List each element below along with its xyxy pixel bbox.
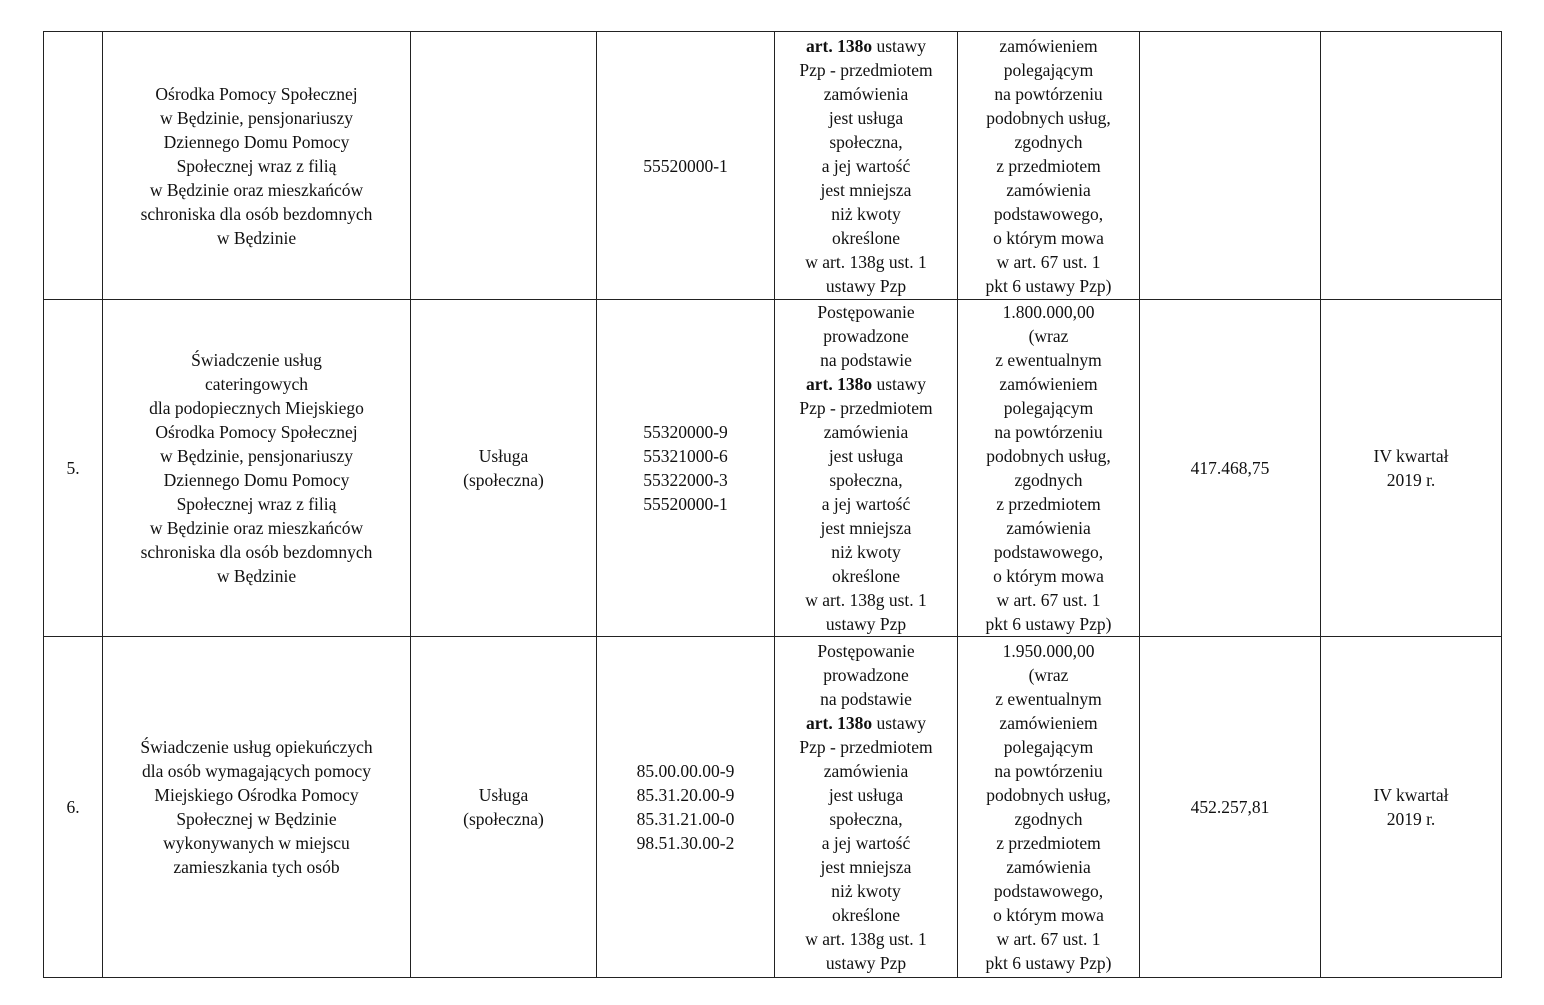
row-number-cell: [44, 300, 103, 637]
cell-line: zgodnych: [1014, 470, 1083, 490]
cell-line: jest mniejsza: [820, 518, 912, 538]
cell-line: (społeczna): [463, 809, 544, 829]
cell-line: podobnych usług,: [986, 785, 1111, 805]
cell-line: 85.31.21.00-0: [636, 809, 735, 829]
description-cell: [103, 32, 411, 300]
cell-line: zamówienia: [823, 83, 909, 104]
cell-line: ustawy Pzp: [825, 614, 907, 634]
cell-line: jest usługa: [828, 107, 904, 128]
legal-reference-line: [775, 34, 957, 58]
legal-reference-suffix: ustawy: [872, 374, 927, 394]
cell-line: schroniska dla osób bezdomnych: [140, 203, 373, 224]
row-number-cell: [44, 32, 103, 300]
cell-line: w art. 67 ust. 1: [996, 590, 1101, 610]
cell-line: Pzp - przedmiotem: [799, 737, 933, 757]
cell-line: Usługa: [478, 446, 529, 466]
cpv-codes-cell: [597, 32, 775, 300]
amount-cell: [1140, 32, 1321, 300]
table-row: [44, 637, 1502, 978]
amount-cell: [1140, 300, 1321, 637]
cell-line: Pzp - przedmiotem: [799, 59, 933, 80]
cell-line: 55520000-1: [643, 494, 728, 514]
table-body: [44, 32, 1502, 978]
cell-line: Społecznej w Będzinie: [176, 809, 337, 829]
cell-line: Pzp - przedmiotem: [799, 398, 933, 418]
cell-line: 55321000-6: [643, 446, 728, 466]
procedure-cell: [775, 32, 958, 300]
cell-line: zgodnych: [1014, 131, 1083, 152]
cell-line: zamówieniem: [999, 35, 1098, 56]
cell-line: w art. 67 ust. 1: [996, 929, 1101, 949]
cell-line: zamówieniem: [999, 374, 1098, 394]
cell-line: jest usługa: [828, 446, 904, 466]
cell-line: z przedmiotem: [996, 494, 1101, 514]
cell-line: Świadczenie usług: [191, 350, 322, 370]
cell-line: 55520000-1: [643, 155, 728, 176]
cell-line: Dziennego Domu Pomocy: [163, 470, 350, 490]
cell-line: a jej wartość: [821, 833, 911, 853]
cell-line: (społeczna): [463, 470, 544, 490]
cell-line: określone: [831, 566, 901, 586]
term-cell: [1321, 32, 1502, 300]
cpv-codes-cell: [597, 300, 775, 637]
table-row: [44, 32, 1502, 300]
cell-line: na powtórzeniu: [994, 83, 1103, 104]
cell-line: podstawowego,: [993, 881, 1104, 901]
amount: 452.257,81: [1190, 797, 1270, 817]
cell-line: z ewentualnym: [995, 350, 1102, 370]
legal-reference-line: [775, 711, 957, 735]
procedure-cell: [775, 637, 958, 978]
type-cell: [411, 637, 597, 978]
type-cell: [411, 32, 597, 300]
cell-line: 85.31.20.00-9: [636, 785, 735, 805]
cell-line: w Będzinie oraz mieszkańców: [149, 518, 364, 538]
cell-line: (wraz: [1028, 665, 1069, 685]
estimated-value-notes-cell: [958, 637, 1140, 978]
cell-line: o którym mowa: [993, 227, 1104, 248]
cell-line: pkt 6 ustawy Pzp): [985, 953, 1112, 973]
cell-line: a jej wartość: [821, 494, 911, 514]
cell-line: podobnych usług,: [986, 446, 1111, 466]
cell-line: w Będzinie oraz mieszkańców: [149, 179, 364, 200]
cell-line: w art. 138g ust. 1: [805, 929, 927, 949]
legal-reference: art. 138o: [805, 713, 873, 733]
cell-line: zamówienia: [823, 761, 909, 781]
cell-line: 1.800.000,00: [1002, 302, 1095, 322]
cell-line: społeczna,: [829, 809, 903, 829]
cell-line: 2019 r.: [1386, 470, 1436, 490]
cell-line: Postępowanie: [817, 641, 915, 661]
cell-line: społeczna,: [829, 131, 903, 152]
cell-line: niż kwoty: [831, 881, 901, 901]
row-number: 6.: [66, 797, 80, 817]
cell-line: Społecznej wraz z filią: [176, 155, 337, 176]
cell-line: w art. 138g ust. 1: [805, 590, 927, 610]
cell-line: zamówienia: [1006, 179, 1091, 200]
cell-line: IV kwartał: [1373, 785, 1449, 805]
cell-line: prowadzone: [823, 326, 909, 346]
cell-line: w Będzinie: [216, 227, 297, 248]
cell-line: podstawowego,: [993, 542, 1104, 562]
cell-line: określone: [831, 905, 901, 925]
cell-line: na podstawie: [820, 689, 912, 709]
cell-line: Świadczenie usług opiekuńczych: [140, 737, 373, 757]
cell-line: z ewentualnym: [995, 689, 1102, 709]
cell-line: zamówienia: [1006, 857, 1091, 877]
cell-line: o którym mowa: [993, 566, 1104, 586]
estimated-value-notes-cell: [958, 300, 1140, 637]
cell-line: na podstawie: [820, 350, 912, 370]
cell-line: 55320000-9: [643, 422, 728, 442]
cell-line: 1.950.000,00: [1002, 641, 1095, 661]
cell-line: 2019 r.: [1386, 809, 1436, 829]
cell-line: dla podopiecznych Miejskiego: [149, 398, 364, 418]
cell-line: a jej wartość: [821, 155, 911, 176]
cell-line: (wraz: [1028, 326, 1069, 346]
legal-reference-suffix: ustawy: [872, 713, 927, 733]
cell-line: ustawy Pzp: [825, 275, 907, 296]
legal-reference: art. 138o: [805, 374, 873, 394]
cell-line: z przedmiotem: [996, 155, 1101, 176]
row-number: 5.: [66, 458, 80, 478]
cell-line: ustawy Pzp: [825, 953, 907, 973]
cell-line: Dziennego Domu Pomocy: [163, 131, 350, 152]
cell-line: cateringowych: [204, 374, 308, 394]
cell-line: zgodnych: [1014, 809, 1083, 829]
cell-line: polegającym: [1003, 737, 1094, 757]
cell-line: niż kwoty: [831, 203, 901, 224]
cell-line: Ośrodka Pomocy Społecznej: [155, 422, 358, 442]
cell-line: niż kwoty: [831, 542, 901, 562]
procurement-plan-table: [43, 31, 1502, 978]
cell-line: podobnych usług,: [986, 107, 1111, 128]
estimated-value-notes-cell: [958, 32, 1140, 300]
cell-line: zamówienia: [823, 422, 909, 442]
cell-line: zamówieniem: [999, 713, 1098, 733]
cell-line: w Będzinie: [216, 566, 297, 586]
cell-line: w art. 67 ust. 1: [996, 251, 1101, 272]
description-cell: [103, 300, 411, 637]
cell-line: z przedmiotem: [996, 833, 1101, 853]
cell-line: Miejskiego Ośrodka Pomocy: [154, 785, 359, 805]
cell-line: pkt 6 ustawy Pzp): [985, 275, 1112, 296]
cell-line: zamówienia: [1006, 518, 1091, 538]
term-cell: [1321, 637, 1502, 978]
cell-line: na powtórzeniu: [994, 761, 1103, 781]
cell-line: w Będzinie, pensjonariuszy: [160, 446, 353, 466]
cell-line: Postępowanie: [817, 302, 915, 322]
cell-line: Usługa: [478, 785, 529, 805]
legal-reference-suffix: ustawy: [872, 35, 927, 56]
cell-line: w Będzinie, pensjonariuszy: [160, 107, 353, 128]
cell-line: Społecznej wraz z filią: [176, 494, 337, 514]
procedure-cell: [775, 300, 958, 637]
cell-line: schroniska dla osób bezdomnych: [140, 542, 373, 562]
cell-line: Ośrodka Pomocy Społecznej: [155, 83, 358, 104]
cell-line: jest usługa: [828, 785, 904, 805]
cell-line: w art. 138g ust. 1: [805, 251, 927, 272]
description-cell: [103, 637, 411, 978]
cell-line: 98.51.30.00-2: [636, 833, 735, 853]
cpv-codes-cell: [597, 637, 775, 978]
cell-line: podstawowego,: [993, 203, 1104, 224]
legal-reference-line: [775, 372, 957, 396]
amount: 417.468,75: [1190, 458, 1270, 478]
term-cell: [1321, 300, 1502, 637]
amount-cell: [1140, 637, 1321, 978]
cell-line: prowadzone: [823, 665, 909, 685]
cell-line: jest mniejsza: [820, 857, 912, 877]
row-number-cell: [44, 637, 103, 978]
cell-line: IV kwartał: [1373, 446, 1449, 466]
table-row: [44, 300, 1502, 637]
cell-line: 55322000-3: [643, 470, 728, 490]
cell-line: 85.00.00.00-9: [636, 761, 735, 781]
type-cell: [411, 300, 597, 637]
legal-reference: art. 138o: [805, 35, 873, 56]
cell-line: o którym mowa: [993, 905, 1104, 925]
cell-line: zamieszkania tych osób: [173, 857, 340, 877]
cell-line: jest mniejsza: [820, 179, 912, 200]
cell-line: polegającym: [1003, 398, 1094, 418]
cell-line: określone: [831, 227, 901, 248]
cell-line: wykonywanych w miejscu: [163, 833, 350, 853]
cell-line: na powtórzeniu: [994, 422, 1103, 442]
cell-line: pkt 6 ustawy Pzp): [985, 614, 1112, 634]
cell-line: społeczna,: [829, 470, 903, 490]
cell-line: polegającym: [1003, 59, 1094, 80]
cell-line: dla osób wymagających pomocy: [142, 761, 371, 781]
